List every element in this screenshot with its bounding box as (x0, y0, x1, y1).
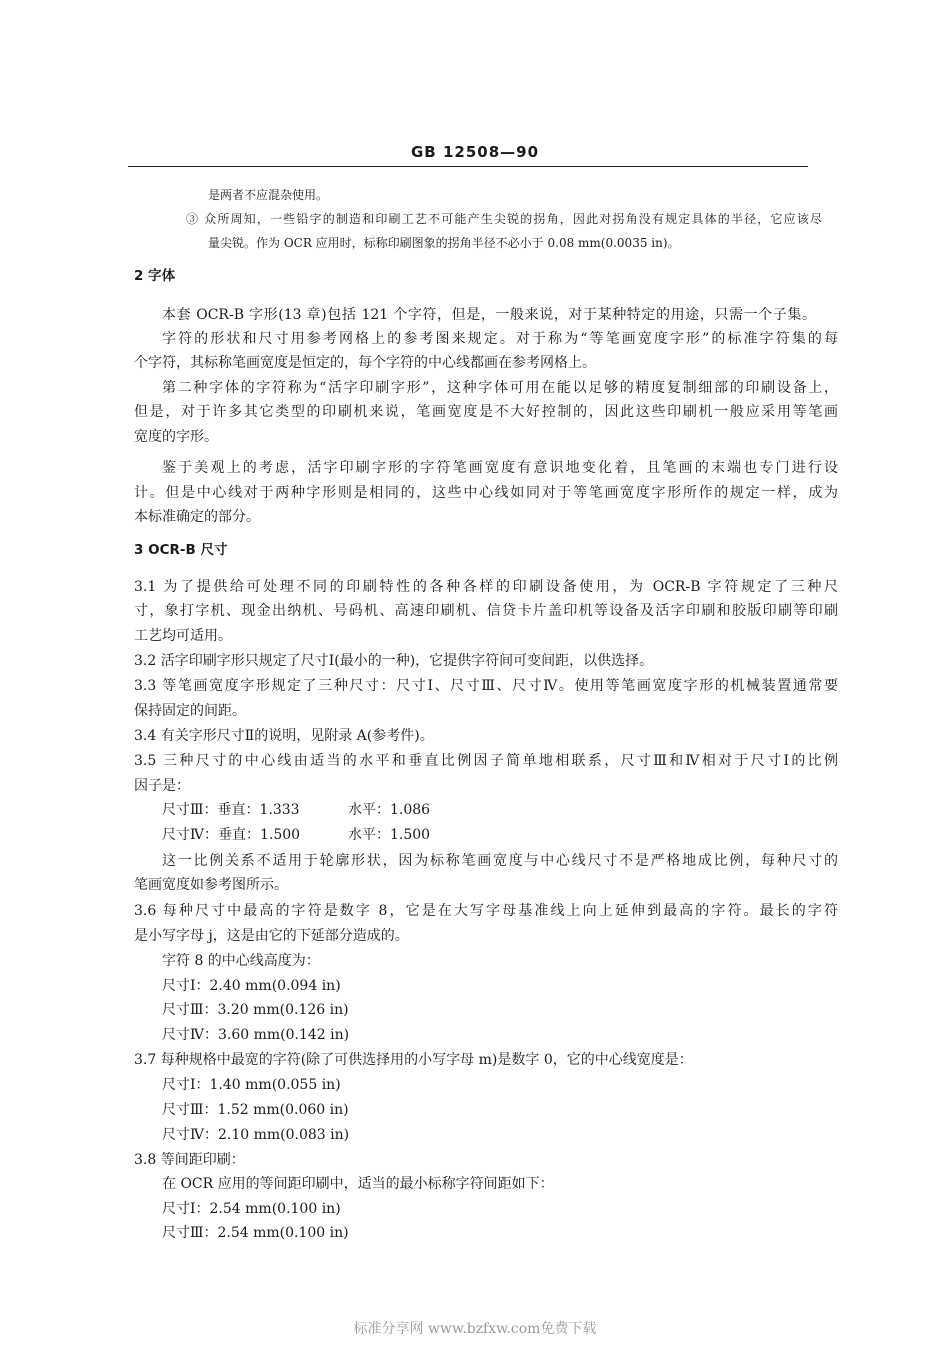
paragraph-line: 字符的形状和尺寸用参考网格上的参考图来规定。对于称为“等笔画宽度字形”的标准字符集的每 (162, 331, 838, 347)
section-heading: 3 OCR-B 尺寸 (134, 542, 228, 558)
ratio-horizontal: 水平：1.086 (348, 802, 431, 818)
standard-code-header: GB 12508—90 (410, 143, 540, 161)
dimension-value: 尺寸Ⅳ：3.60 mm(0.142 in) (162, 1027, 350, 1043)
dimension-value: 尺寸Ⅰ：1.40 mm(0.055 in) (162, 1077, 341, 1093)
clause-line: 是小写字母 j，这是由它的下延部分造成的。 (134, 928, 409, 944)
clause-line: 寸，象打字机、现金出纳机、号码机、高速印刷机、信贷卡片盖印机等设备及活字印刷和胶版印刷等印刷 (134, 603, 838, 619)
paragraph-line: 宽度的字形。 (134, 429, 218, 445)
clause-line: 工艺均可适用。 (134, 628, 232, 644)
clause-line: 在 OCR 应用的等间距印刷中，适当的最小标称字符间距如下： (162, 1176, 554, 1192)
clause-line: 3.7 每种规格中最宽的字符(除了可供选择用的小写字母 m)是数字 0，它的中心线宽度是： (134, 1052, 693, 1068)
clause-line: 3.1 为了提供给可处理不同的印刷特性的各种各样的印刷设备使用，为 OCR-B 字符规定了三种尺 (134, 579, 838, 595)
clause-line: 因子是： (134, 778, 190, 794)
dimension-value: 尺寸Ⅲ：1.52 mm(0.060 in) (162, 1102, 349, 1118)
clause-line: 3.5 三种尺寸的中心线由适当的水平和垂直比例因子简单地相联系，尺寸Ⅲ和Ⅳ相对于尺寸Ⅰ的比例 (134, 753, 838, 769)
dimension-value: 尺寸Ⅲ：2.54 mm(0.100 in) (162, 1225, 349, 1241)
watermark-footer: 标准分享网 www.bzfxw.com免费下载 (353, 1321, 597, 1337)
section-heading: 2 字体 (134, 268, 176, 284)
paragraph-line: 本标准确定的部分。 (134, 509, 260, 525)
clause-line: 3.3 等笔画宽度字形规定了三种尺寸：尺寸Ⅰ、尺寸Ⅲ、尺寸Ⅳ。使用等笔画宽度字形的机械装置通常要 (134, 678, 838, 694)
paragraph-line: 个字符，其标称笔画宽度是恒定的，每个字符的中心线都画在参考网格上。 (134, 355, 596, 371)
header-rule (128, 166, 808, 167)
clause-line: 这一比例关系不适用于轮廓形状，因为标称笔画宽度与中心线尺寸不是严格地成比例，每种尺寸的 (162, 853, 838, 869)
clause-line: 3.8 等间距印刷： (134, 1152, 245, 1168)
clause-line: 字符 8 的中心线高度为： (162, 953, 320, 969)
clause-line: 3.4 有关字形尺寸Ⅱ的说明，见附录 A(参考件)。 (134, 728, 434, 744)
paragraph-line: 但是，对于许多其它类型的印刷机来说，笔画宽度是不大好控制的，因此这些印刷机一般应采用等笔画 (134, 404, 838, 420)
ratio-vertical: 尺寸Ⅲ：垂直：1.333 (162, 802, 300, 818)
clause-line: 保持固定的间距。 (134, 703, 246, 719)
dimension-value: 尺寸Ⅳ：2.10 mm(0.083 in) (162, 1127, 350, 1143)
paragraph-line: 鉴于美观上的考虑，活字印刷字形的字符笔画宽度有意识地变化着，且笔画的末端也专门进行设 (162, 460, 838, 476)
ratio-horizontal: 水平：1.500 (348, 827, 431, 843)
paragraph-line: 计。但是中心线对于两种字形则是相同的，这些中心线如同对于等笔画宽度字形所作的规定一样，成为 (134, 485, 838, 501)
paragraph-line: 第二种字体的字符称为“活字印刷字形”，这种字体可用在能以足够的精度复制细部的印刷设备上， (162, 380, 838, 396)
note-line: 量尖锐。作为 OCR 应用时，标称印刷图象的拐角半径不必小于 0.08 mm(0.0035 in)。 (208, 236, 680, 250)
clause-line: 笔画宽度如参考图所示。 (134, 877, 288, 893)
dimension-value: 尺寸Ⅰ：2.54 mm(0.100 in) (162, 1201, 341, 1217)
paragraph-line: 本套 OCR-B 字形(13 章)包括 121 个字符，但是，一般来说，对于某种特定的用途，只需一个子集。 (162, 307, 816, 323)
note-line: 是两者不应混杂使用。 (208, 188, 329, 202)
ratio-vertical: 尺寸Ⅳ：垂直：1.500 (162, 827, 301, 843)
dimension-value: 尺寸Ⅲ：3.20 mm(0.126 in) (162, 1002, 349, 1018)
note-line: ③ 众所周知，一些铅字的制造和印刷工艺不可能产生尖锐的拐角，因此对拐角没有规定具体的半径，它应该尽 (186, 212, 822, 226)
clause-line: 3.6 每种尺寸中最高的字符是数字 8，它是在大写字母基准线上向上延伸到最高的字符。最长的字符 (134, 903, 838, 919)
dimension-value: 尺寸Ⅰ：2.40 mm(0.094 in) (162, 978, 341, 994)
clause-line: 3.2 活字印刷字形只规定了尺寸Ⅰ(最小的一种)，它提供字符间可变间距，以供选择。 (134, 653, 654, 669)
